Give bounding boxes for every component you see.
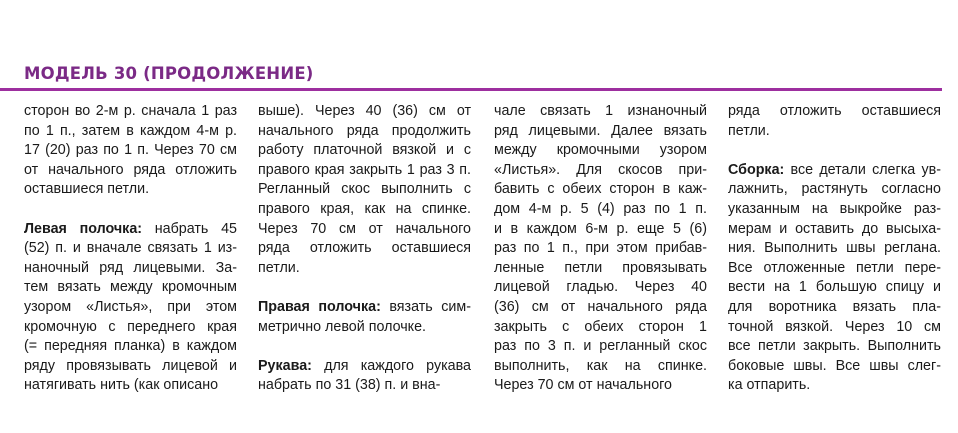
paragraph-heading: Рукава:: [258, 357, 312, 374]
paragraph-heading: Правая полочка:: [258, 298, 381, 315]
text-line: лажнить, растянуть согласно: [728, 181, 941, 198]
text-line: для воротника вязать пла-: [728, 298, 941, 315]
text-line: (52) п. и вначале связать 1 из-: [24, 240, 237, 257]
text-line: указанным на выкройке раз-: [728, 200, 941, 217]
text-line: «Листья». Для скосов при-: [494, 161, 707, 178]
text-line: ряда отложить оставшиеся: [258, 240, 471, 257]
section-header: [0, 58, 958, 88]
text-line: ка отпарить.: [728, 377, 811, 394]
section-title: МОДЕЛЬ 30 (ПРОДОЛЖЕНИЕ): [24, 64, 314, 83]
paragraph: [728, 161, 941, 396]
header-divider: [0, 88, 942, 91]
paragraph: [24, 220, 237, 396]
line-text: все детали слегка ув-: [784, 161, 941, 178]
line-text: для каждого рукава: [311, 357, 471, 374]
text-line: вести на 1 большую спицу и: [728, 279, 941, 296]
text-line: набрать по 31 (38) п. и вна-: [258, 377, 441, 394]
text-line: [24, 220, 237, 240]
text-line: работу платочной вязкой и с: [258, 142, 471, 159]
text-line: раз по 1 п., при этом прибав-: [494, 240, 707, 257]
text-column-1: [24, 102, 237, 416]
text-line: бавить с обеих сторон в каж-: [494, 181, 707, 198]
paragraph-heading: Сборка:: [728, 161, 785, 178]
text-line: кромочную с переднего края: [24, 318, 237, 335]
text-line: [728, 161, 941, 181]
text-line: и в каждом 6-м р. еще 5 (6): [494, 220, 707, 237]
text-line: лицевой гладью. Через 40: [494, 279, 707, 296]
text-line: ряда отложить оставшиеся: [728, 103, 941, 119]
text-line: (= передняя планка) в каждом: [24, 338, 237, 355]
text-line: ряду провязывать лицевой и: [24, 357, 237, 374]
text-line: начального ряда продолжить: [258, 122, 471, 139]
text-line: ряд лицевыми. Далее вязать: [494, 122, 707, 139]
text-line: наночный ряд лицевыми. За-: [24, 259, 237, 276]
paragraph: [258, 102, 471, 278]
text-line: по 1 п., затем в каждом 4-м р.: [24, 122, 237, 139]
text-line: метрично левой полочке.: [258, 318, 427, 335]
text-line: Через 70 см от начального: [258, 220, 471, 237]
text-line: между кромочными узором: [494, 142, 707, 159]
text-line: Все отложенные петли пере-: [728, 259, 941, 276]
paragraph: [728, 102, 941, 141]
paragraph-heading: Левая полочка:: [24, 220, 143, 237]
text-column-2: [258, 102, 471, 416]
text-line: выполнить, как на спинке.: [494, 357, 707, 374]
text-line: оставшиеся петли.: [24, 181, 150, 198]
line-text: вязать сим-: [380, 298, 471, 315]
text-line: 17 (20) раз по 1 п. Через 70 см: [24, 142, 237, 159]
text-line: [258, 298, 471, 318]
text-line: закрыть с обеих сторон 1: [494, 318, 707, 335]
text-line: петли.: [258, 259, 300, 276]
text-line: петли.: [728, 122, 770, 139]
text-line: правого края, как на спинке.: [258, 200, 471, 217]
text-line: сторон во 2-м р. сначала 1 раз: [24, 103, 237, 119]
text-column-4: [728, 102, 941, 416]
text-line: Через 70 см от начального: [494, 377, 672, 394]
text-line: [258, 357, 471, 377]
paragraph: [24, 102, 237, 200]
text-line: выше). Через 40 (36) см от: [258, 103, 471, 119]
text-line: узором «Листья», при этом: [24, 298, 237, 315]
text-line: раз по 3 п. и регланный скос: [494, 338, 707, 355]
text-line: дом 4-м р. 5 (4) раз по 1 п.: [494, 200, 707, 217]
paragraph: [258, 298, 471, 337]
text-line: ния. Выполнить швы реглана.: [728, 240, 941, 257]
text-line: правого края закрыть 1 раз 3 п.: [258, 161, 471, 178]
text-line: тем вязать между кромочным: [24, 279, 237, 296]
text-line: боковые швы. Все швы слег-: [728, 357, 941, 374]
text-line: Регланный скос выполнить с: [258, 181, 471, 198]
text-line: (36) см от начального ряда: [494, 298, 707, 315]
paragraph: [258, 357, 471, 396]
text-line: точной вязкой. Через 10 см: [728, 318, 941, 335]
text-line: от начального ряда отложить: [24, 161, 237, 178]
text-line: натягивать нить (как описано: [24, 377, 219, 394]
line-text: набрать 45: [142, 220, 237, 237]
text-line: ленные петли провязывать: [494, 259, 707, 276]
text-line: все петли закрыть. Выполнить: [728, 338, 941, 355]
text-column-3: [494, 102, 707, 416]
text-line: мерам и оставить до высыха-: [728, 220, 941, 237]
paragraph: [494, 102, 707, 396]
text-line: чале связать 1 изнаночный: [494, 103, 707, 119]
